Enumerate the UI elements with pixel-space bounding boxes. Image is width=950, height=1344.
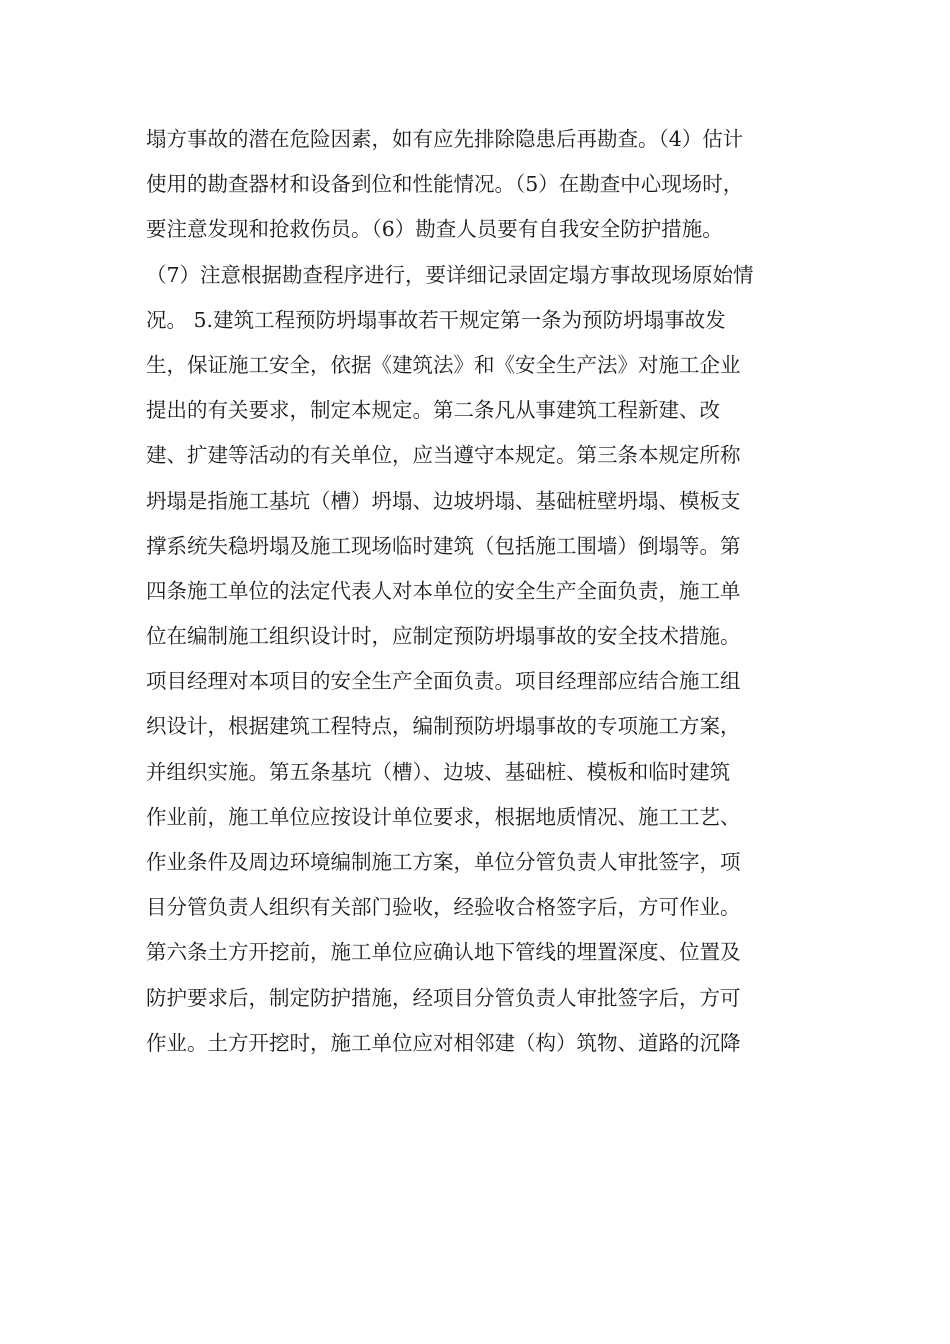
text-line: 提出的有关要求，制定本规定。第二条凡从事建筑工程新建、改 <box>146 398 720 423</box>
text-line: 目分管负责人组织有关部门验收，经验收合格签字后，方可作业。 <box>146 895 741 920</box>
text-line: 防护要求后，制定防护措施，经项目分管负责人审批签字后，方可 <box>146 985 741 1010</box>
text-line: 项目经理对本项目的安全生产全面负责。项目经理部应结合施工组 <box>146 669 741 694</box>
text-line: 况。 5.建筑工程预防坍塌事故若干规定第一条为预防坍塌事故发 <box>146 307 726 332</box>
text-line: 塌方事故的潜在危险因素，如有应先排除隐患后再勘查。（4）估计 <box>146 127 744 151</box>
text-line: 使用的勘查器材和设备到位和性能情况。（5）在勘查中心现场时， <box>146 172 744 197</box>
text-line: 作业条件及周边环境编制施工方案，单位分管负责人审批签字，项 <box>146 850 741 874</box>
text-line: 并组织实施。第五条基坑（槽）、边坡、基础桩、模板和临时建筑 <box>146 759 731 784</box>
text-line: 撑系统失稳坍塌及施工现场临时建筑（包括施工围墙）倒塌等。第 <box>146 533 741 558</box>
body-text <box>146 117 826 1066</box>
text-line: 生，保证施工安全，依据《建筑法》和《安全生产法》对施工企业 <box>146 352 741 377</box>
text-line: 要注意发现和抢救伤员。（6）勘查人员要有自我安全防护措施。 <box>146 217 723 242</box>
text-line: 织设计，根据建筑工程特点，编制预防坍塌事故的专项施工方案， <box>146 714 741 739</box>
text-line: 作业。土方开挖时，施工单位应对相邻建（构）筑物、道路的沉降 <box>146 1030 741 1055</box>
text-line: 四条施工单位的法定代表人对本单位的安全生产全面负责，施工单 <box>146 578 741 603</box>
text-line: （7）注意根据勘查程序进行，要详细记录固定塌方事故现场原始情 <box>146 262 754 287</box>
text-line: 建、扩建等活动的有关单位，应当遵守本规定。第三条本规定所称 <box>146 443 741 468</box>
text-line: 坍塌是指施工基坑（槽）坍塌、边坡坍塌、基础桩壁坍塌、模板支 <box>146 488 741 513</box>
text-line: 作业前，施工单位应按设计单位要求，根据地质情况、施工工艺、 <box>146 804 741 829</box>
text-line: 位在编制施工组织设计时，应制定预防坍塌事故的安全技术措施。 <box>146 624 741 649</box>
text-line: 第六条土方开挖前，施工单位应确认地下管线的埋置深度、位置及 <box>146 940 741 965</box>
